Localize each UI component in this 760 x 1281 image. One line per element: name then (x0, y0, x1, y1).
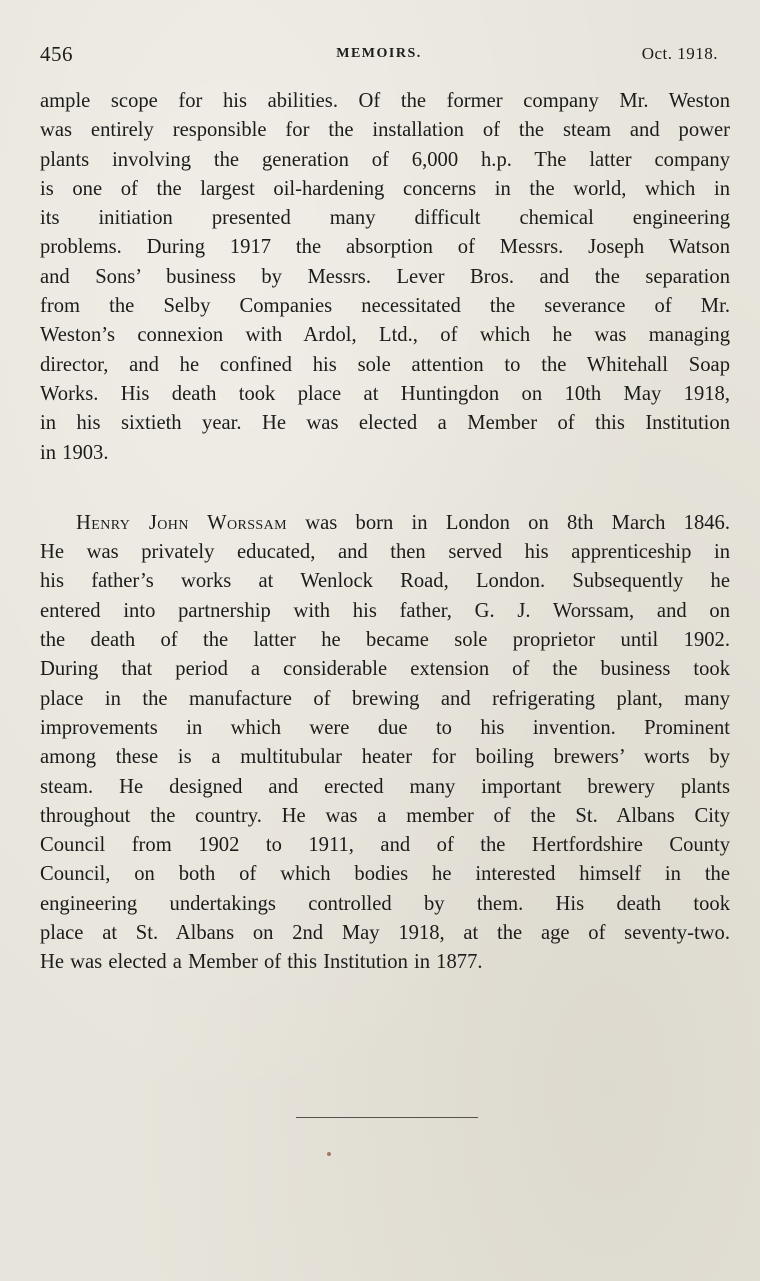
paper-speck (327, 1152, 331, 1156)
text-line: among these is a multitubular heater for boiling brewers’ worts by (40, 746, 730, 769)
text-line: and Sons’ business by Messrs. Lever Bros. and the separation (40, 265, 730, 288)
text-line: engineering undertakings controlled by them. His death took (40, 892, 730, 915)
paragraph-gap (40, 468, 730, 509)
text-line: is one of the largest oil-hardening concerns in the world, which in (40, 177, 730, 200)
text-line: Works. His death took place at Huntingdon on 10th May 1918, (40, 382, 730, 405)
text-line: entered into partnership with his father, G. J. Worssam, and on (40, 599, 730, 622)
text-line: He was elected a Member of this Institution in 1877. (40, 951, 483, 974)
text-line: problems. During 1917 the absorption of Messrs. Joseph Watson (40, 236, 730, 259)
text-line: place at St. Albans on 2nd May 1918, at the age of seventy-two. (40, 922, 730, 945)
text-line: in his sixtieth year. He was elected a Member of this Institution (40, 412, 730, 435)
page-number: 456 (40, 42, 73, 66)
running-title: MEMOIRS. (336, 46, 422, 61)
text-line: in 1903. (40, 441, 109, 464)
text-line: Weston’s connexion with Ardol, Ltd., of which he was managing (40, 324, 730, 347)
text-line: from the Selby Companies necessitated the severance of Mr. (40, 295, 730, 318)
body-text (40, 87, 730, 978)
text-line: was entirely responsible for the installation of the steam and power (40, 119, 730, 142)
text-line: steam. He designed and erected many important brewery plants (40, 775, 730, 798)
text-line: Council from 1902 to 1911, and of the Hertfordshire County (40, 834, 730, 857)
header-date: Oct. 1918. (641, 44, 718, 63)
text-line: Council, on both of which bodies he interested himself in the (40, 863, 730, 886)
paragraph-weston-continued (40, 87, 730, 468)
text-line: director, and he confined his sole attention to the Whitehall Soap (40, 353, 730, 376)
text-line: plants involving the generation of 6,000 h.p. The latter company (40, 148, 730, 171)
paragraph-worssam-memoir (40, 509, 730, 978)
text-line: his father’s works at Wenlock Road, London. Subsequently he (40, 570, 730, 593)
text-line: place in the manufacture of brewing and refrigerating plant, many (40, 687, 730, 710)
page-header (40, 42, 718, 70)
first-line-text: was born in London on 8th March 1846. (286, 511, 730, 534)
memoir-subject-name: Henry John Worssam (76, 511, 287, 534)
text-line-first (40, 509, 730, 538)
text-line: He was privately educated, and then served his apprenticeship in (40, 541, 730, 564)
text-line: the death of the latter he became sole proprietor until 1902. (40, 629, 730, 652)
text-line: throughout the country. He was a member of the St. Albans City (40, 804, 730, 827)
text-line: improvements in which were due to his invention. Prominent (40, 716, 730, 739)
text-line: its initiation presented many difficult chemical engineering (40, 207, 730, 230)
text-line: ample scope for his abilities. Of the former company Mr. Weston (40, 90, 730, 112)
section-divider-rule (296, 1117, 478, 1118)
text-line: During that period a considerable extension of the business took (40, 658, 730, 681)
